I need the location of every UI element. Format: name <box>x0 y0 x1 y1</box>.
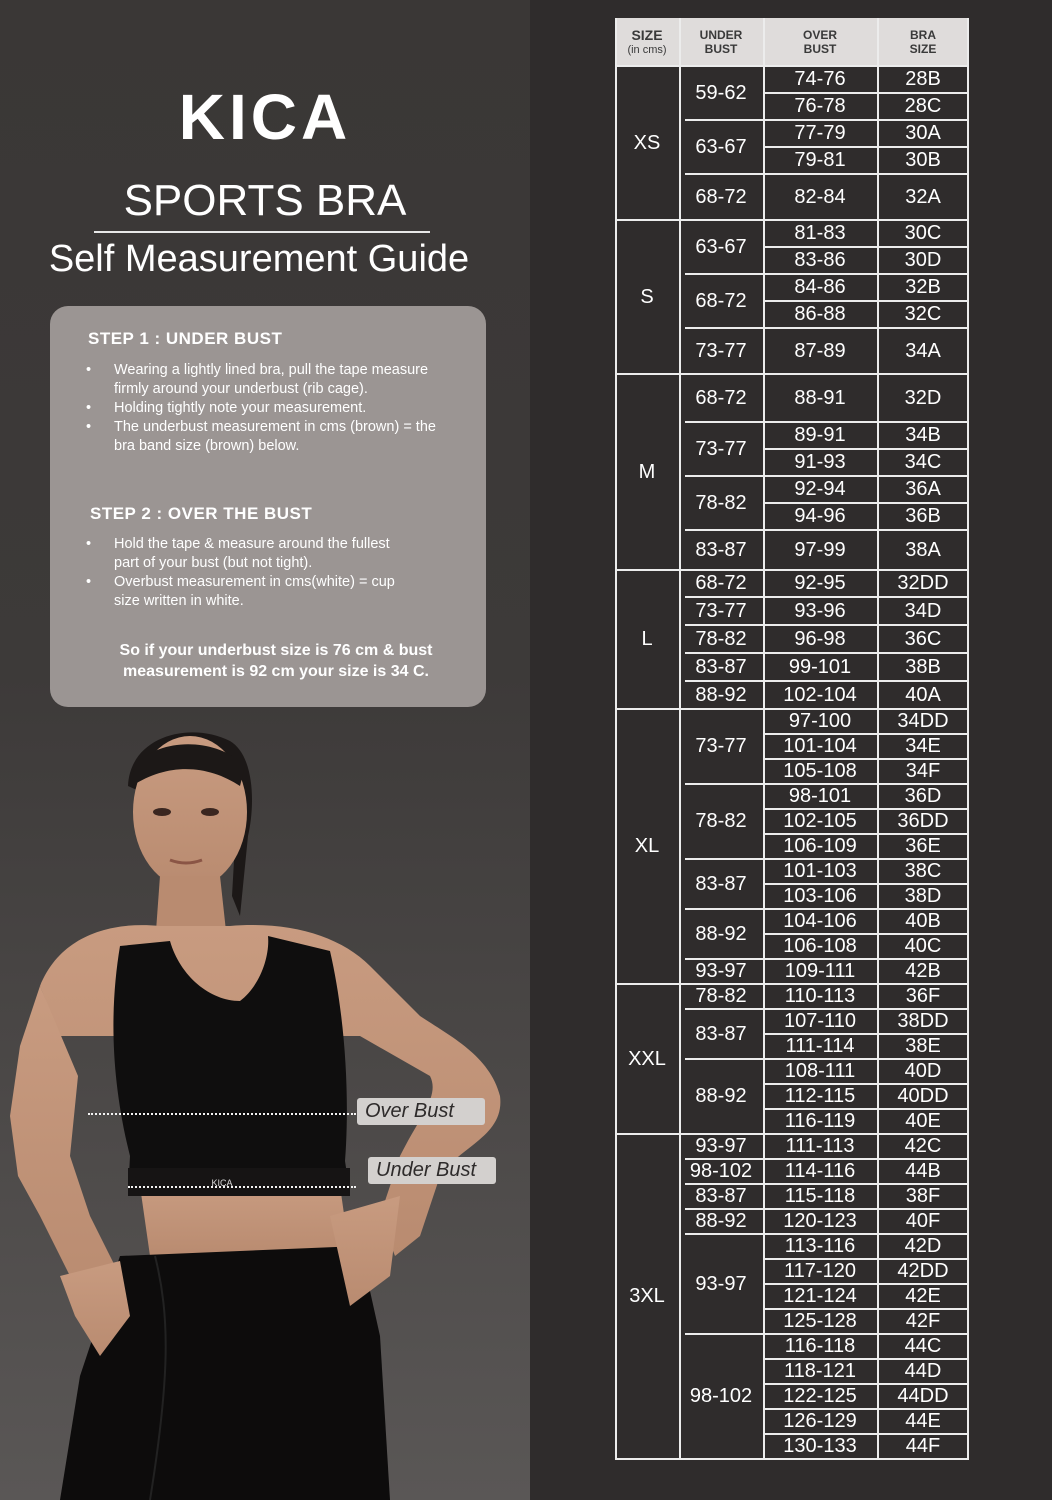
header-under-bust <box>679 18 763 66</box>
over-bust-cell: 111-114 <box>785 1035 855 1057</box>
bra-size-cell: 38A <box>905 538 941 561</box>
row-divider <box>763 1108 969 1110</box>
list-item: • Wearing a lightly lined bra, pull the tape measure firmly around your underbust (rib cage). <box>86 361 466 399</box>
bra-size-cell: 44B <box>905 1160 941 1182</box>
bra-size-cell: 36DD <box>897 810 949 832</box>
under-bust-cell: 83-87 <box>695 1022 747 1045</box>
title-divider <box>94 231 430 233</box>
row-divider <box>685 1058 969 1060</box>
bra-size-cell: 42B <box>905 960 941 982</box>
bra-size-cell: 38B <box>905 655 941 678</box>
header-text: SIZE <box>909 42 937 56</box>
bra-size-cell: 30D <box>904 249 942 271</box>
header-text: BUST <box>803 42 837 56</box>
under-bust-cell: 78-82 <box>695 627 747 650</box>
bra-size-cell: 38D <box>904 885 942 907</box>
row-divider <box>763 1383 969 1385</box>
over-bust-cell: 97-99 <box>794 538 846 561</box>
header-size-unit: (in cms) <box>627 44 667 56</box>
measurement-guide-card <box>50 306 486 707</box>
row-divider <box>685 327 969 329</box>
bra-size-cell: 34DD <box>897 710 949 732</box>
over-bust-cell: 77-79 <box>794 122 846 144</box>
bra-size-cell: 40D <box>904 1060 942 1082</box>
bra-size-cell: 34D <box>904 599 942 622</box>
bra-size-cell: 40DD <box>897 1085 949 1107</box>
row-divider <box>763 1083 969 1085</box>
over-bust-cell: 88-91 <box>794 386 846 409</box>
over-bust-cell: 92-94 <box>794 478 846 500</box>
bra-size-cell: 38F <box>905 1185 941 1207</box>
bra-size-cell: 34F <box>905 760 941 782</box>
column-divider <box>679 18 681 1459</box>
row-divider <box>685 273 969 275</box>
header-text: UNDER <box>699 28 743 42</box>
over-bust-cell: 122-125 <box>783 1385 857 1407</box>
size-cell: XL <box>634 835 660 857</box>
bra-size-cell: 40F <box>905 1210 941 1232</box>
under-bust-cell: 68-72 <box>695 185 747 208</box>
over-bust-cell: 82-84 <box>794 185 846 208</box>
bra-size-cell: 34E <box>905 735 941 757</box>
over-bust-cell: 89-91 <box>794 424 846 446</box>
bra-size-cell: 30B <box>905 149 941 171</box>
over-bust-cell: 87-89 <box>794 339 846 362</box>
under-bust-cell: 83-87 <box>695 1185 747 1207</box>
over-bust-cell: 104-106 <box>783 910 857 932</box>
over-bust-cell: 74-76 <box>794 68 846 90</box>
size-cell: XXL <box>628 1047 666 1070</box>
under-bust-cell: 93-97 <box>695 1272 747 1295</box>
over-bust-cell: 105-108 <box>783 760 857 782</box>
bra-size-cell: 30C <box>904 222 942 244</box>
over-bust-cell: 106-108 <box>783 935 857 957</box>
under-bust-cell: 73-77 <box>695 735 747 757</box>
bra-size-cell: 44C <box>904 1335 942 1357</box>
over-bust-cell: 91-93 <box>794 451 846 473</box>
bra-size-cell: 38E <box>905 1035 941 1057</box>
row-divider <box>763 1408 969 1410</box>
bra-size-cell: 30A <box>905 122 941 144</box>
under-bust-cell: 98-102 <box>689 1160 753 1182</box>
bra-size-cell: 40E <box>905 1110 941 1132</box>
over-bust-cell: 110-113 <box>784 985 856 1007</box>
over-bust-cell: 125-128 <box>783 1310 857 1332</box>
header-text: BRA <box>910 28 936 42</box>
bra-size-cell: 32A <box>905 185 941 208</box>
bra-size-cell: 44E <box>905 1410 941 1432</box>
over-bust-cell: 118-121 <box>784 1360 856 1382</box>
over-bust-cell: 102-104 <box>783 683 857 706</box>
over-bust-cell: 116-119 <box>784 1110 856 1132</box>
over-bust-cell: 76-78 <box>794 95 846 117</box>
under-bust-cell: 88-92 <box>695 1210 747 1232</box>
bra-size-cell: 34B <box>905 424 941 446</box>
over-bust-cell: 84-86 <box>794 276 846 298</box>
under-bust-cell: 93-97 <box>695 960 747 982</box>
row-divider <box>685 908 969 910</box>
row-divider <box>763 1033 969 1035</box>
under-bust-cell: 59-62 <box>695 81 747 104</box>
bra-size-cell: 36F <box>905 985 941 1007</box>
band-logo: KICA <box>211 1178 233 1188</box>
row-divider <box>763 1358 969 1360</box>
row-divider <box>763 502 969 504</box>
row-divider <box>763 808 969 810</box>
bra-size-cell: 34A <box>905 339 941 362</box>
row-divider <box>763 1283 969 1285</box>
under-bust-cell: 83-87 <box>695 872 747 895</box>
bra-size-cell: 28C <box>904 95 942 117</box>
size-cell: L <box>641 628 653 650</box>
bra-size-cell: 38DD <box>897 1010 949 1032</box>
under-bust-cell: 63-67 <box>695 235 747 258</box>
over-bust-cell: 111-113 <box>785 1135 855 1157</box>
size-cell: XS <box>633 131 661 154</box>
row-divider <box>685 421 969 423</box>
bra-size-cell: 42DD <box>897 1260 949 1282</box>
row-divider <box>685 119 969 121</box>
under-bust-cell: 78-82 <box>695 491 747 514</box>
under-bust-cell: 83-87 <box>695 538 747 561</box>
over-bust-cell: 94-96 <box>794 505 846 527</box>
bra-size-cell: 36A <box>905 478 941 500</box>
bra-size-cell: 38C <box>904 860 942 882</box>
over-bust-cell: 99-101 <box>788 655 852 678</box>
row-divider <box>685 596 969 598</box>
bra-size-cell: 44DD <box>897 1385 949 1407</box>
row-divider <box>763 246 969 248</box>
bra-size-cell: 42C <box>904 1135 942 1157</box>
column-divider <box>967 18 969 1459</box>
bra-size-cell: 40C <box>904 935 942 957</box>
row-divider <box>685 652 969 654</box>
under-bust-cell: 68-72 <box>695 386 747 409</box>
page-subtitle: Self Measurement Guide <box>48 238 470 280</box>
header-over-bust <box>763 18 877 66</box>
row-divider <box>763 146 969 148</box>
under-bust-cell: 78-82 <box>695 810 747 832</box>
over-bust-cell: 101-103 <box>783 860 857 882</box>
under-bust-cell: 88-92 <box>695 683 747 706</box>
row-divider <box>685 680 969 682</box>
row-divider <box>685 1158 969 1160</box>
bra-size-cell: 28B <box>905 68 941 90</box>
over-bust-cell: 86-88 <box>794 303 846 325</box>
bra-size-cell: 32D <box>904 386 942 409</box>
bra-size-cell: 32B <box>905 276 941 298</box>
step1-list <box>86 361 466 456</box>
over-bust-cell: 108-111 <box>784 1060 856 1082</box>
header-size-title: SIZE <box>631 27 663 43</box>
bra-size-cell: 40B <box>905 910 941 932</box>
over-bust-cell: 79-81 <box>794 149 846 171</box>
size-cell: 3XL <box>629 1285 665 1307</box>
over-bust-cell: 103-106 <box>783 885 857 907</box>
row-divider <box>685 173 969 175</box>
under-bust-cell: 68-72 <box>695 289 747 312</box>
over-bust-cell: 106-109 <box>783 835 857 857</box>
row-divider <box>763 883 969 885</box>
bra-size-cell: 40A <box>905 683 941 706</box>
over-bust-cell: 114-116 <box>784 1160 856 1182</box>
bra-size-cell: 44F <box>905 1435 941 1457</box>
row-divider <box>685 529 969 531</box>
list-item: • Holding tightly note your measurement. <box>86 399 466 418</box>
row-divider <box>763 758 969 760</box>
example-text: So if your underbust size is 76 cm & bust measurement is 92 cm your size is 34 C. <box>119 642 433 680</box>
row-divider <box>685 1183 969 1185</box>
under-bust-tag: Under Bust <box>368 1157 496 1184</box>
row-divider <box>763 1258 969 1260</box>
over-bust-cell: 113-116 <box>784 1235 856 1257</box>
row-divider <box>763 733 969 735</box>
row-divider <box>763 1308 969 1310</box>
page-title: SPORTS BRA <box>123 176 407 225</box>
group-divider <box>615 1458 969 1460</box>
under-bust-cell: 63-67 <box>695 135 747 158</box>
over-bust-cell: 96-98 <box>794 627 846 650</box>
bra-size-cell: 36C <box>904 627 942 650</box>
row-divider <box>685 1233 969 1235</box>
list-item: • The underbust measurement in cms (brown) = the bra band size (brown) below. <box>86 418 466 456</box>
header-text: BUST <box>704 42 738 56</box>
bra-size-cell: 32C <box>904 303 942 325</box>
under-bust-line <box>128 1186 356 1188</box>
under-bust-cell: 68-72 <box>695 572 747 594</box>
list-item: • Hold the tape & measure around the fullest part of your bust (but not tight). <box>86 535 406 573</box>
over-bust-cell: 101-104 <box>783 735 857 757</box>
under-bust-cell: 88-92 <box>695 922 747 945</box>
over-bust-cell: 81-83 <box>794 222 846 244</box>
row-divider <box>685 624 969 626</box>
bra-size-cell: 34C <box>904 451 942 473</box>
row-divider <box>763 300 969 302</box>
row-divider <box>685 1333 969 1335</box>
over-bust-cell: 107-110 <box>784 1010 856 1032</box>
table-top-border <box>615 65 969 67</box>
over-bust-cell: 117-120 <box>784 1260 856 1282</box>
over-bust-cell: 116-118 <box>784 1335 856 1357</box>
over-bust-cell: 115-118 <box>784 1185 856 1207</box>
row-divider <box>685 858 969 860</box>
over-bust-cell: 93-96 <box>794 599 846 622</box>
bra-size-cell: 44D <box>904 1360 942 1382</box>
brand-logo: KICA <box>178 81 352 153</box>
over-bust-cell: 126-129 <box>783 1410 857 1432</box>
row-divider <box>763 1433 969 1435</box>
over-bust-cell: 130-133 <box>783 1435 857 1457</box>
column-divider <box>615 18 617 1459</box>
over-bust-cell: 112-115 <box>784 1085 856 1107</box>
row-divider <box>763 92 969 94</box>
over-bust-cell: 98-101 <box>788 785 852 807</box>
header-bra-size <box>877 18 969 66</box>
row-divider <box>685 958 969 960</box>
under-bust-cell: 73-77 <box>695 339 747 362</box>
row-divider <box>763 833 969 835</box>
over-bust-cell: 102-105 <box>783 810 857 832</box>
list-item: • Overbust measurement in cms(white) = cup size written in white. <box>86 573 406 611</box>
over-bust-cell: 120-123 <box>783 1210 857 1232</box>
under-bust-cell: 98-102 <box>689 1385 753 1407</box>
row-divider <box>685 1008 969 1010</box>
bra-size-cell: 36D <box>904 785 942 807</box>
over-bust-cell: 92-95 <box>794 572 846 594</box>
bra-size-cell: 36B <box>905 505 941 527</box>
bra-size-cell: 36E <box>905 835 941 857</box>
step2-heading: STEP 2 : OVER THE BUST <box>90 504 313 523</box>
step2-list <box>86 535 406 611</box>
step1-heading: STEP 1 : UNDER BUST <box>88 329 283 348</box>
under-bust-cell: 78-82 <box>695 985 747 1007</box>
under-bust-cell: 73-77 <box>695 599 747 622</box>
over-bust-cell: 109-111 <box>784 960 856 982</box>
over-bust-cell: 121-124 <box>783 1285 857 1307</box>
bra-size-cell: 42D <box>904 1235 942 1257</box>
under-bust-cell: 88-92 <box>695 1085 747 1107</box>
bra-size-cell: 32DD <box>897 572 949 594</box>
over-bust-tag: Over Bust <box>357 1098 485 1125</box>
row-divider <box>685 1208 969 1210</box>
over-bust-cell: 97-100 <box>788 710 852 732</box>
over-bust-cell: 83-86 <box>794 249 846 271</box>
size-cell: M <box>638 460 656 483</box>
over-bust-line <box>88 1113 356 1115</box>
column-divider <box>763 18 765 1459</box>
under-bust-cell: 73-77 <box>695 437 747 460</box>
header-size <box>615 18 679 66</box>
bra-size-cell: 42F <box>905 1310 941 1332</box>
row-divider <box>685 475 969 477</box>
header-text: OVER <box>802 28 837 42</box>
column-divider <box>877 18 879 1459</box>
under-bust-cell: 93-97 <box>695 1135 747 1157</box>
row-divider <box>763 933 969 935</box>
under-bust-cell: 83-87 <box>695 655 747 678</box>
row-divider <box>763 448 969 450</box>
bra-size-cell: 42E <box>905 1285 941 1307</box>
size-cell: S <box>640 285 654 308</box>
row-divider <box>685 783 969 785</box>
